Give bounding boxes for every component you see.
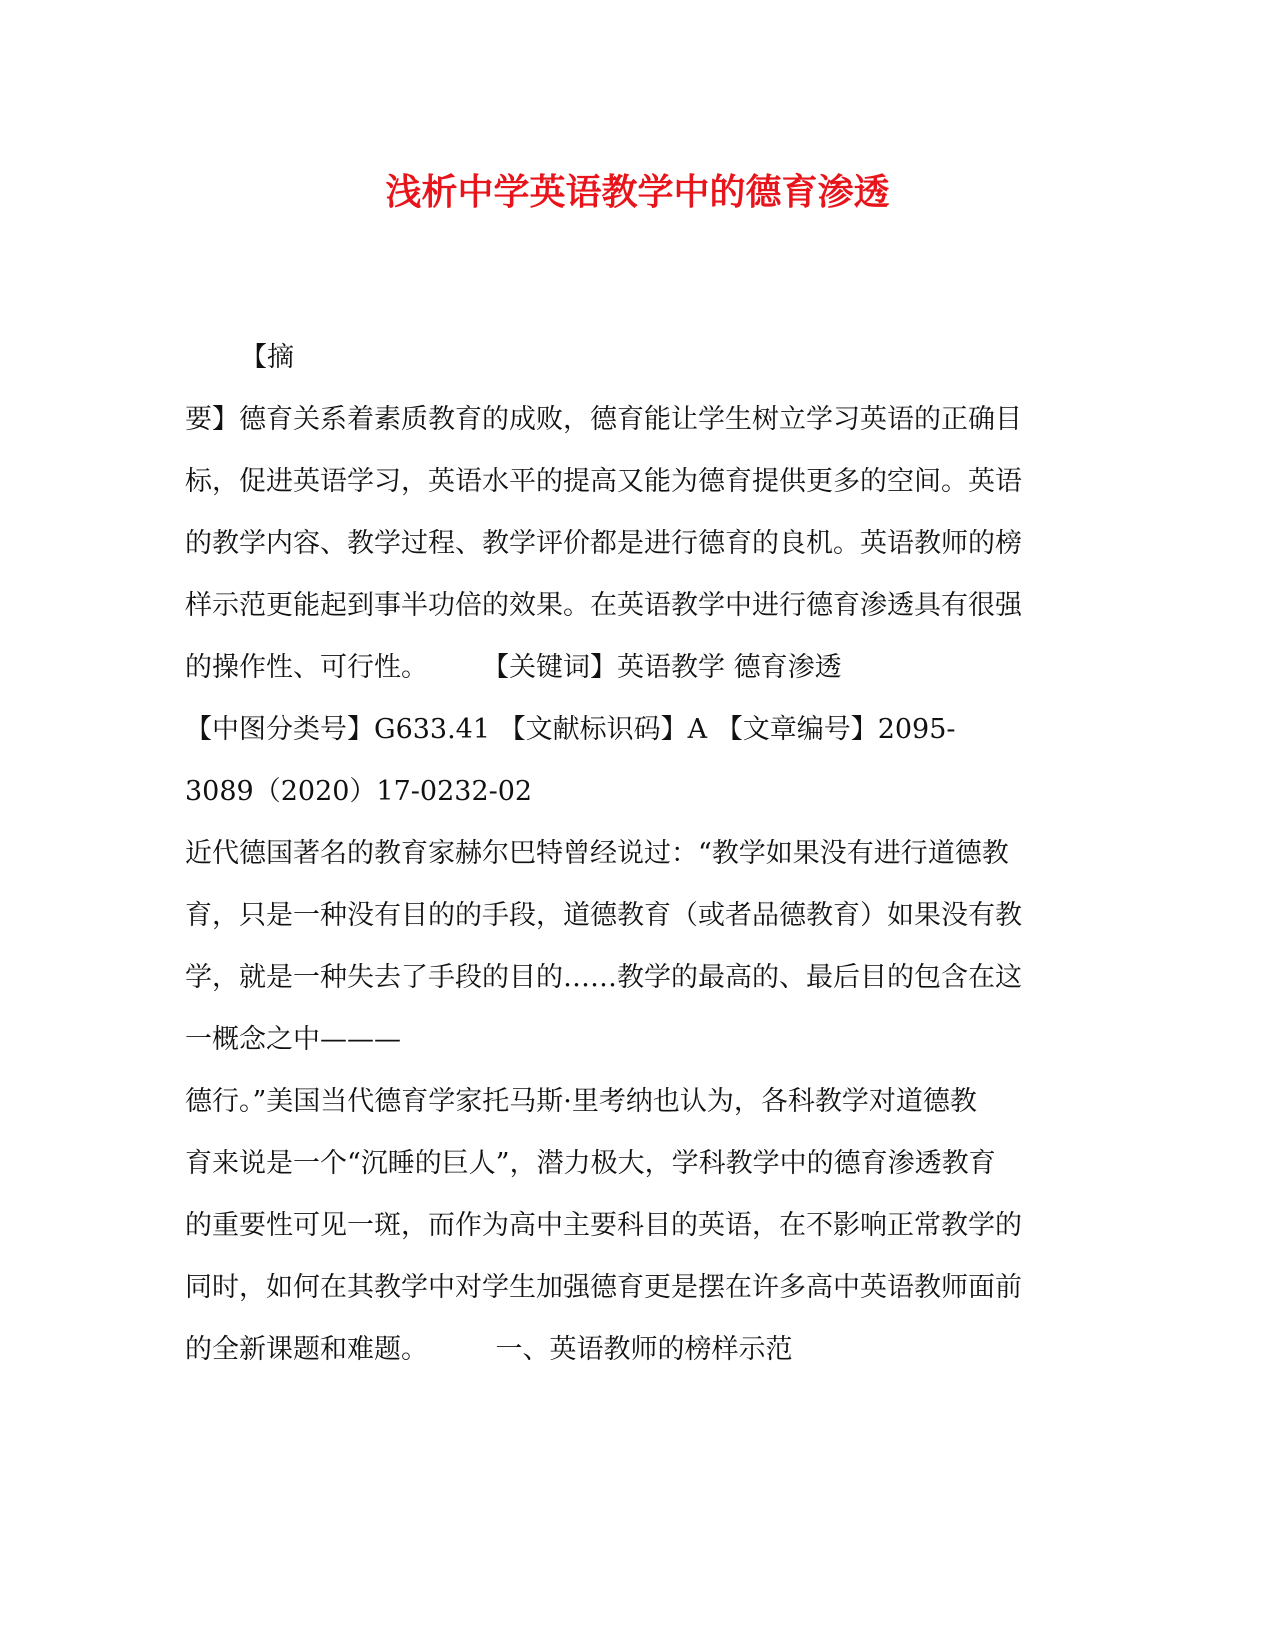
body-line: 德行。”美国当代德育学家托马斯·里考纳也认为，各科教学对道德教 (185, 1086, 977, 1117)
abstract-label: 【摘 (240, 342, 294, 373)
body-line: 学，就是一种失去了手段的目的……教学的最高的、最后目的包含在这 (185, 962, 1022, 993)
body-line: 一概念之中——— (185, 1024, 401, 1055)
body-line: 的教学内容、教学过程、教学评价都是进行德育的良机。英语教师的榜 (185, 528, 1022, 559)
body-line: 样示范更能起到事半功倍的效果。在英语教学中进行德育渗透具有很强 (185, 590, 1022, 621)
body-line: 的重要性可见一斑，而作为高中主要科目的英语，在不影响正常教学的 (185, 1210, 1022, 1241)
article-number-line: 3089（2020）17-0232-02 (185, 776, 533, 807)
section-heading-line: 的全新课题和难题。 一、英语教师的榜样示范 (185, 1334, 793, 1365)
body-line: 育来说是一个“沉睡的巨人”，潜力极大，学科教学中的德育渗透教育 (185, 1148, 996, 1179)
document-title: 浅析中学英语教学中的德育渗透 (385, 171, 890, 213)
body-line: 育，只是一种没有目的的手段，道德教育（或者品德教育）如果没有教 (185, 900, 1022, 931)
keywords-line: 的操作性、可行性。 【关键词】英语教学 德育渗透 (185, 652, 842, 683)
body-line: 近代德国著名的教育家赫尔巴特曾经说过：“教学如果没有进行道德教 (185, 838, 1009, 869)
body-line: 同时，如何在其教学中对学生加强德育更是摆在许多高中英语教师面前 (185, 1272, 1022, 1303)
body-line: 标，促进英语学习，英语水平的提高又能为德育提供更多的空间。英语 (185, 466, 1022, 497)
body-line: 要】德育关系着素质教育的成败，德育能让学生树立学习英语的正确目 (185, 404, 1022, 435)
classification-line: 【中图分类号】G633.41 【文献标识码】A 【文章编号】2095- (185, 714, 956, 745)
